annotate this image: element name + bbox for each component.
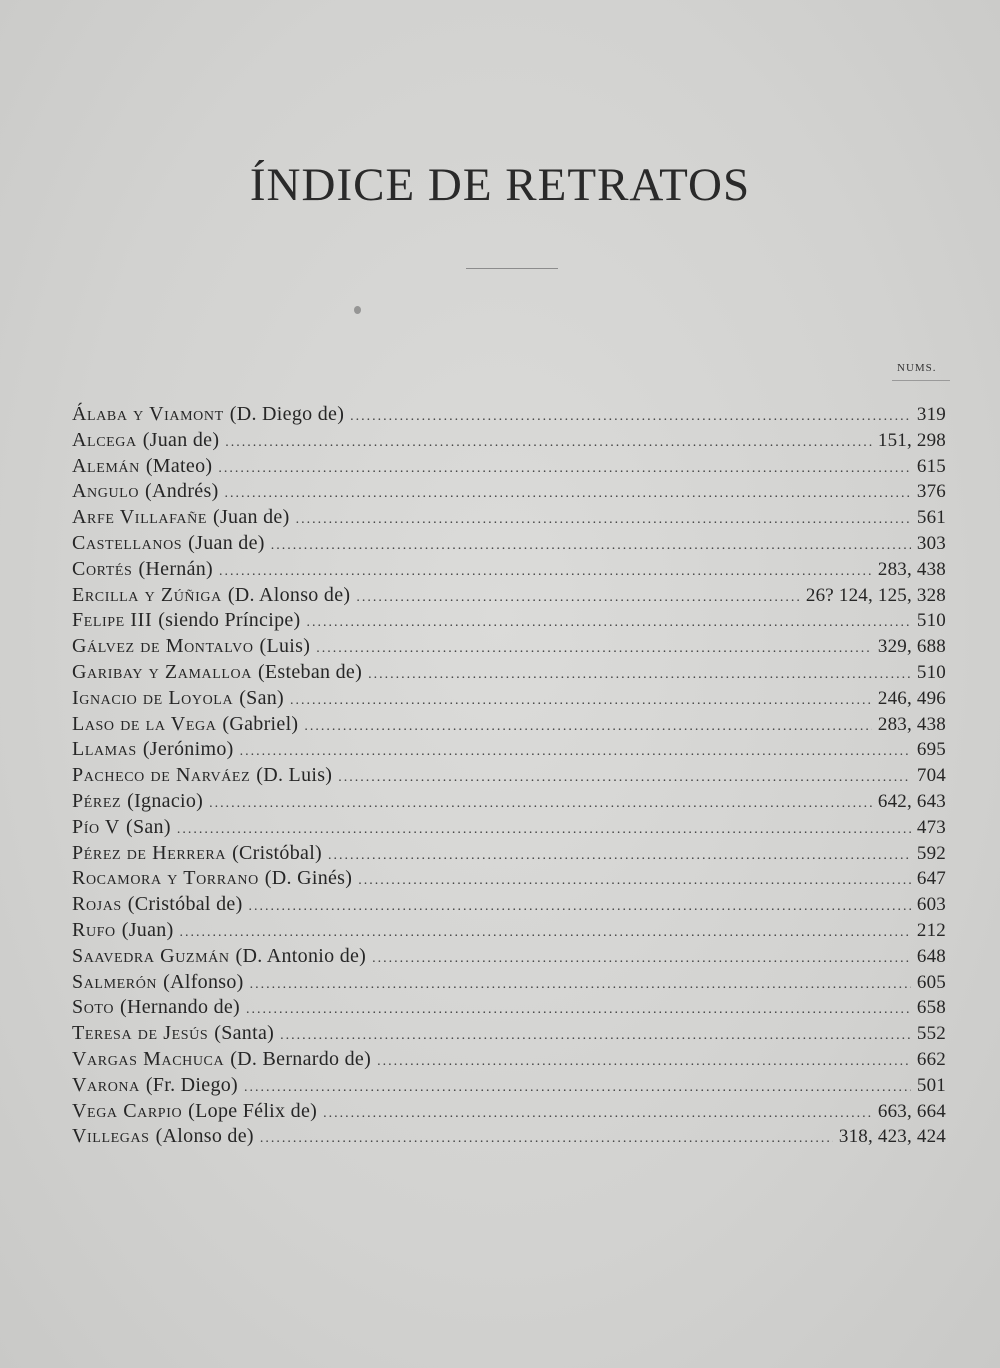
dot-leader — [338, 765, 911, 791]
index-entry — [72, 479, 946, 505]
index-entry — [72, 866, 946, 892]
entry-pages: 561 — [916, 507, 946, 529]
portrait-index-list — [72, 402, 946, 1150]
index-entry — [72, 686, 946, 712]
index-entry — [72, 892, 946, 918]
entry-name: Ercilla y Zúñiga — [72, 583, 222, 606]
entry-pages: 615 — [916, 455, 946, 477]
entry-detail: (San) — [239, 686, 285, 709]
entry-name: Rocamora y Torrano — [72, 867, 259, 890]
entry-pages: 319 — [916, 404, 946, 425]
entry-name: Rufo — [72, 918, 116, 941]
index-entry — [72, 1073, 946, 1099]
entry-pages: 648 — [916, 945, 946, 967]
dot-leader — [307, 610, 911, 636]
index-entry — [72, 454, 946, 480]
dot-leader — [219, 559, 872, 585]
dot-leader — [356, 585, 800, 611]
entry-name: Alcega — [72, 428, 137, 451]
entry-detail: (Lope Félix de) — [188, 1099, 318, 1122]
dot-leader — [290, 688, 872, 714]
title-divider — [466, 268, 558, 269]
entry-detail: (Fr. Diego) — [145, 1073, 239, 1096]
entry-detail: (D. Diego de) — [229, 403, 345, 425]
dot-leader — [372, 946, 911, 972]
index-entry — [72, 505, 946, 531]
dot-leader — [304, 714, 871, 740]
dot-leader — [296, 507, 911, 533]
page-title: ÍNDICE DE RETRATOS — [249, 159, 751, 211]
dot-leader — [246, 997, 911, 1023]
dot-leader — [225, 481, 911, 507]
index-entry — [72, 531, 946, 557]
entry-detail: (D. Bernardo de) — [230, 1047, 372, 1070]
entry-detail: (Cristóbal) — [232, 841, 323, 864]
index-entry — [72, 660, 946, 686]
entry-name: Gálvez de Montalvo — [72, 635, 254, 658]
entry-pages: 318, 423, 424 — [838, 1126, 946, 1148]
entry-name: Garibay y Zamalloa — [72, 660, 252, 683]
dot-leader — [358, 868, 911, 894]
dot-leader — [225, 430, 872, 456]
entry-name: Arfe Villafañe — [72, 506, 207, 529]
entry-pages: 704 — [916, 765, 946, 787]
index-entry — [72, 763, 946, 789]
entry-name: Laso de la Vega — [72, 712, 217, 735]
entry-name: Llamas — [72, 738, 137, 761]
entry-pages: 642, 643 — [877, 790, 946, 812]
index-entry — [72, 789, 946, 815]
index-entry — [72, 1047, 946, 1073]
entry-pages: 329, 688 — [877, 636, 946, 658]
entry-detail: (Santa) — [214, 1022, 275, 1045]
index-entry — [72, 1099, 946, 1125]
entry-detail: (Jerónimo) — [142, 738, 234, 761]
dot-leader — [323, 1101, 872, 1127]
entry-name: Castellanos — [72, 531, 183, 554]
entry-pages: 662 — [916, 1048, 946, 1070]
entry-pages: 283, 438 — [877, 558, 946, 580]
entry-detail: (Juan de) — [188, 531, 265, 554]
entry-detail: (Luis) — [259, 635, 311, 658]
entry-pages: 603 — [916, 894, 946, 916]
entry-name: Ignacio de Loyola — [72, 686, 234, 709]
entry-detail: (Alonso de) — [155, 1125, 254, 1148]
index-entry — [72, 815, 946, 841]
entry-name: Pío V — [72, 815, 120, 838]
entry-detail: (D. Antonio de) — [235, 944, 367, 967]
entry-pages: 212 — [916, 919, 946, 941]
dot-leader — [271, 533, 911, 559]
entry-pages: 658 — [916, 997, 946, 1019]
index-entry — [72, 608, 946, 634]
entry-detail: (Cristóbal de) — [127, 893, 243, 916]
entry-pages: 26? 124, 125, 328 — [805, 584, 946, 606]
entry-pages: 663, 664 — [877, 1100, 946, 1122]
entry-name: Vargas Machuca — [72, 1047, 225, 1070]
entry-pages: 473 — [916, 816, 946, 838]
index-entry — [72, 944, 946, 970]
index-entry — [72, 402, 946, 428]
dot-leader — [377, 1049, 911, 1075]
entry-pages: 303 — [916, 532, 946, 554]
index-entry — [72, 970, 946, 996]
entry-name: Felipe III — [72, 609, 153, 632]
dot-leader — [244, 1075, 911, 1101]
entry-name: Teresa de Jesús — [72, 1022, 209, 1045]
nums-header-rule — [892, 380, 950, 381]
entry-name: Saavedra Guzmán — [72, 944, 230, 967]
entry-name: Rojas — [72, 893, 122, 916]
index-entry — [72, 918, 946, 944]
dot-leader — [350, 404, 911, 430]
entry-detail: (Hernán) — [138, 557, 214, 580]
entry-name: Pérez — [72, 789, 122, 812]
dot-leader — [218, 456, 911, 482]
entry-name: Álaba y Viamont — [72, 403, 224, 425]
index-entry — [72, 841, 946, 867]
entry-detail: (Ignacio) — [127, 789, 204, 812]
paper-speck — [354, 306, 361, 314]
entry-detail: (Andrés) — [145, 480, 219, 503]
dot-leader — [249, 894, 911, 920]
entry-name: Pérez de Herrera — [72, 841, 227, 864]
entry-pages: 605 — [916, 971, 946, 993]
entry-name: Pacheco de Narváez — [72, 764, 251, 787]
entry-pages: 510 — [916, 610, 946, 632]
entry-name: Alemán — [72, 454, 140, 477]
entry-pages: 376 — [916, 481, 946, 503]
entry-detail: (Juan) — [121, 918, 174, 941]
entry-detail: (Gabriel) — [222, 712, 299, 735]
index-entry — [72, 557, 946, 583]
entry-detail: (Esteban de) — [257, 660, 363, 683]
dot-leader — [180, 920, 911, 946]
entry-pages: 592 — [916, 842, 946, 864]
index-entry — [72, 1021, 946, 1047]
index-entry — [72, 995, 946, 1021]
entry-name: Varona — [72, 1073, 140, 1096]
entry-detail: (D. Alonso de) — [227, 583, 351, 606]
dot-leader — [280, 1023, 911, 1049]
entry-name: Salmerón — [72, 970, 158, 993]
index-entry — [72, 712, 946, 738]
entry-detail: (Juan de) — [213, 506, 290, 529]
entry-pages: 510 — [916, 661, 946, 683]
entry-name: Vega Carpio — [72, 1099, 183, 1122]
entry-detail: (Mateo) — [145, 454, 213, 477]
dot-leader — [250, 972, 911, 998]
index-entry — [72, 737, 946, 763]
index-entry — [72, 583, 946, 609]
entry-name: Cortés — [72, 557, 133, 580]
entry-name: Soto — [72, 996, 115, 1019]
index-entry — [72, 634, 946, 660]
entry-detail: (San) — [125, 815, 171, 838]
entry-pages: 695 — [916, 739, 946, 761]
entry-pages: 647 — [916, 868, 946, 890]
entry-detail: (D. Ginés) — [264, 867, 353, 890]
entry-detail: (Juan de) — [142, 428, 220, 451]
entry-pages: 552 — [916, 1023, 946, 1045]
entry-name: Angulo — [72, 480, 140, 503]
dot-leader — [260, 1126, 833, 1152]
entry-detail: (Hernando de) — [120, 996, 241, 1019]
entry-detail: (D. Luis) — [256, 764, 333, 787]
entry-pages: 283, 438 — [877, 713, 946, 735]
entry-pages: 501 — [916, 1074, 946, 1096]
dot-leader — [209, 791, 872, 817]
entry-detail: (Alfonso) — [163, 970, 244, 993]
index-entry — [72, 428, 946, 454]
dot-leader — [316, 636, 872, 662]
entry-pages: 246, 496 — [877, 687, 946, 709]
nums-column-header: NUMS. — [897, 362, 937, 374]
index-entry — [72, 1124, 946, 1150]
dot-leader — [177, 817, 911, 843]
dot-leader — [328, 843, 911, 869]
entry-pages: 151, 298 — [877, 429, 946, 451]
dot-leader — [240, 739, 911, 765]
entry-name: Villegas — [72, 1125, 150, 1148]
dot-leader — [368, 662, 911, 688]
entry-detail: (siendo Príncipe) — [158, 609, 301, 632]
